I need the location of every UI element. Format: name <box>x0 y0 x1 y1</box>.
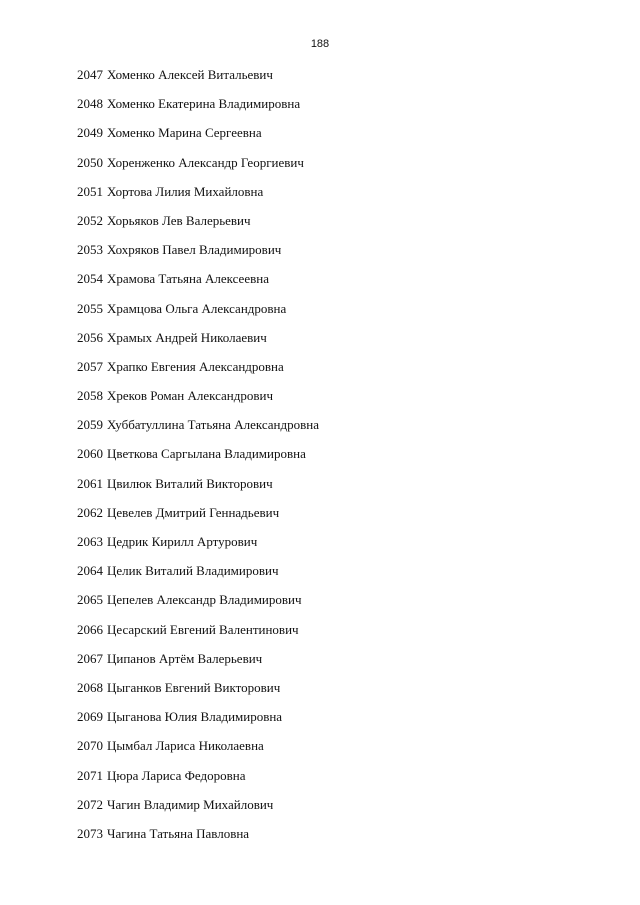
entry-full-name: Цюра Лариса Федоровна <box>107 767 246 783</box>
entry-number: 2058 <box>77 388 103 404</box>
entry-number: 2062 <box>77 504 103 520</box>
list-item <box>77 622 319 651</box>
list-item <box>77 67 319 96</box>
list-item <box>77 680 319 709</box>
name-list <box>77 67 319 855</box>
entry-number: 2071 <box>77 767 103 783</box>
list-item <box>77 797 319 826</box>
entry-full-name: Храмых Андрей Николаевич <box>107 329 267 345</box>
list-item <box>77 738 319 767</box>
list-item <box>77 359 319 388</box>
entry-full-name: Храмцова Ольга Александровна <box>107 300 287 316</box>
entry-full-name: Хортова Лилия Михайловна <box>107 183 264 199</box>
list-item <box>77 563 319 592</box>
entry-full-name: Цветкова Саргылана Владимировна <box>107 446 306 462</box>
entry-full-name: Храпко Евгения Александровна <box>107 358 284 374</box>
entry-number: 2061 <box>77 475 103 491</box>
entry-full-name: Цыганова Юлия Владимировна <box>107 709 283 725</box>
entry-number: 2070 <box>77 738 103 754</box>
entry-full-name: Цвилюк Виталий Викторович <box>107 475 273 491</box>
list-item <box>77 184 319 213</box>
list-item <box>77 476 319 505</box>
entry-number: 2072 <box>77 796 103 812</box>
entry-full-name: Чагин Владимир Михайлович <box>107 796 274 812</box>
list-item <box>77 826 319 855</box>
entry-number: 2048 <box>77 96 103 112</box>
list-item <box>77 505 319 534</box>
entry-full-name: Чагина Татьяна Павловна <box>107 825 250 841</box>
list-item <box>77 709 319 738</box>
list-item <box>77 768 319 797</box>
entry-number: 2069 <box>77 709 103 725</box>
entry-full-name: Хорьяков Лев Валерьевич <box>107 212 251 228</box>
entry-full-name: Храмова Татьяна Алексеевна <box>107 271 269 287</box>
entry-number: 2063 <box>77 534 103 549</box>
entry-full-name: Цыганков Евгений Викторович <box>107 679 281 695</box>
entry-full-name: Целик Виталий Владимирович <box>107 563 279 579</box>
list-item <box>77 271 319 300</box>
entry-number: 2073 <box>77 825 103 841</box>
entry-number: 2055 <box>77 300 103 316</box>
list-item <box>77 388 319 417</box>
list-item <box>77 534 319 563</box>
entry-number: 2050 <box>77 154 103 170</box>
entry-full-name: Хуббатуллина Татьяна Александровна <box>107 417 319 433</box>
entry-number: 2047 <box>77 67 103 82</box>
list-item <box>77 213 319 242</box>
entry-number: 2066 <box>77 621 103 637</box>
entry-full-name: Хоренженко Александр Георгиевич <box>107 154 304 170</box>
list-item <box>77 651 319 680</box>
entry-full-name: Цесарский Евгений Валентинович <box>107 621 299 637</box>
entry-number: 2060 <box>77 446 103 462</box>
entry-full-name: Цепелев Александр Владимирович <box>107 592 302 608</box>
list-item <box>77 96 319 125</box>
entry-full-name: Цедрик Кирилл Артурович <box>107 534 258 549</box>
entry-number: 2049 <box>77 125 103 141</box>
entry-full-name: Хохряков Павел Владимирович <box>107 242 282 258</box>
list-item <box>77 330 319 359</box>
entry-number: 2053 <box>77 242 103 258</box>
entry-number: 2067 <box>77 650 103 666</box>
entry-number: 2059 <box>77 417 103 433</box>
page-number: 188 <box>310 38 330 50</box>
list-item <box>77 242 319 271</box>
entry-full-name: Цымбал Лариса Николаевна <box>107 738 264 754</box>
list-item <box>77 417 319 446</box>
entry-full-name: Хоменко Екатерина Владимировна <box>107 96 301 112</box>
entry-full-name: Хреков Роман Александрович <box>107 388 274 404</box>
entry-number: 2051 <box>77 183 103 199</box>
entry-number: 2052 <box>77 212 103 228</box>
list-item <box>77 125 319 154</box>
list-item <box>77 592 319 621</box>
entry-number: 2057 <box>77 358 103 374</box>
entry-number: 2065 <box>77 592 103 608</box>
entry-number: 2064 <box>77 563 103 579</box>
entry-full-name: Хоменко Марина Сергеевна <box>107 125 262 141</box>
entry-number: 2054 <box>77 271 103 287</box>
entry-full-name: Цевелев Дмитрий Геннадьевич <box>107 504 280 520</box>
entry-full-name: Хоменко Алексей Витальевич <box>107 67 273 82</box>
list-item <box>77 155 319 184</box>
list-item <box>77 301 319 330</box>
entry-number: 2056 <box>77 329 103 345</box>
entry-number: 2068 <box>77 679 103 695</box>
entry-full-name: Ципанов Артём Валерьевич <box>107 650 263 666</box>
list-item <box>77 446 319 475</box>
